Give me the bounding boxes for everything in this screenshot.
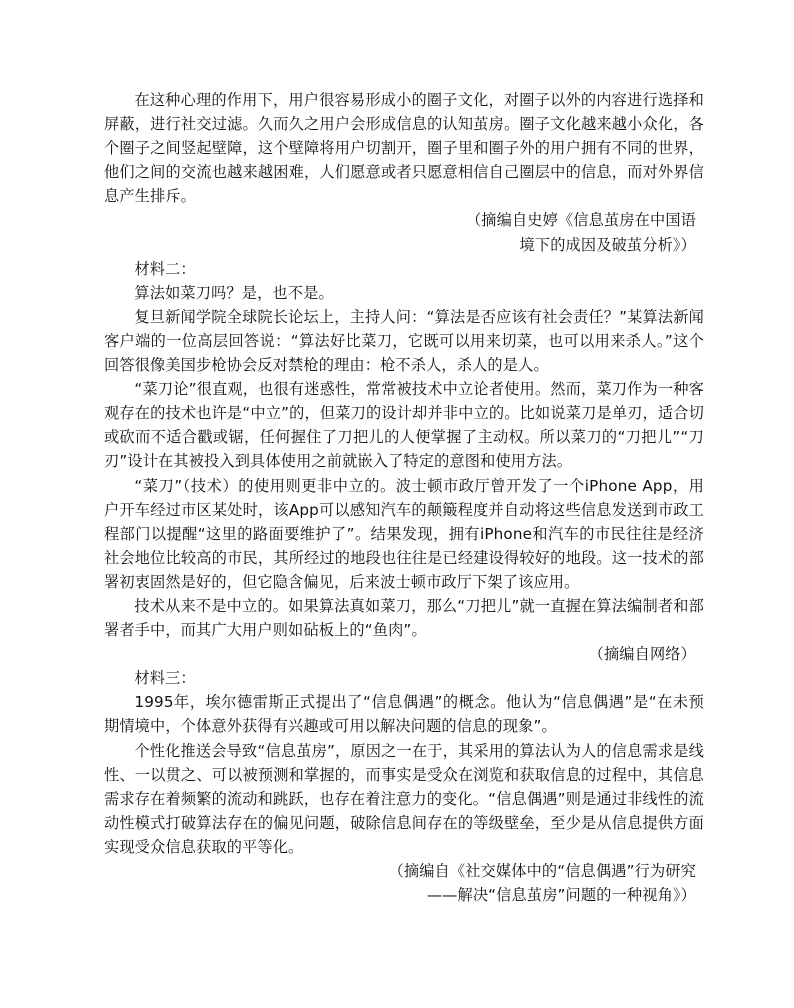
document-page (104, 88, 704, 907)
section-heading-material-2: 材料二： (134, 259, 196, 278)
paragraph-3: 复旦新闻学院全球院长论坛上，主持人问：“算法是否应该有社会责任？”某算法新闻客户端的一位高层回答说：“算法好比菜刀，它既可以用来切菜，也可以用来杀人。”这个回答很像美国步枪协会反对禁枪的理由：枪不杀人，杀人的是人。 (104, 307, 704, 375)
paragraph-4: “菜刀论”很直观，也很有迷惑性，常常被技术中立论者使用。然而，菜刀作为一种客观存在的技术也许是“中立”的，但菜刀的设计却并非中立的。比如说菜刀是单刃，适合切或砍而不适合戳或锯，任何握住了刀把儿的人便掌握了主动权。所以菜刀的“刀把儿”“刀刃”设计在其被投入到具体使用之前就嵌入了特定的意图和使用方法。 (104, 380, 704, 471)
section-heading-material-3: 材料三： (134, 669, 196, 688)
paragraph-5: “菜刀”（技术）的使用则更非中立的。波士顿市政厅曾开发了一个iPhone App，用户开车经过市区某处时，该App可以感知汽车的颠簸程度并自动将这些信息发送到市政工程部门以提醒“这里的路面要维护了”。结果发现，拥有iPhone和汽车的市民往往是经济社会地位比较高的市民，其所经过的地段也往往是已经建设得较好的地段。这一技术的部署初衷固然是好的，但它隐含偏见，后来波士顿市政厅下架了该应用。 (104, 476, 704, 591)
paragraph-7: 1995年，埃尔德雷斯正式提出了“信息偶遇”的概念。他认为“信息偶遇”是“在未预期情境中，个体意外获得有兴趣或可用以解决问题的信息的现象”。 (104, 693, 704, 736)
source-citation-1-line-1: （摘编自史婷《信息茧房在中国语 (465, 211, 696, 230)
paragraph-8: 个性化推送会导致“信息茧房”，原因之一在于，其采用的算法认为人的信息需求是线性、一以贯之、可以被预测和掌握的，而事实是受众在浏览和获取信息的过程中，其信息需求存在着频繁的流动和跳跃，也存在着注意力的变化。“信息偶遇”则是通过非线性的流动性模式打破算法存在的偏见问题，破除信息间存在的等级壁垒，至少是从信息提供方面实现受众信息获取的平等化。 (104, 741, 704, 856)
paragraph-1: 在这种心理的作用下，用户很容易形成小的圈子文化，对圈子以外的内容进行选择和屏蔽，进行社交过滤。久而久之用户会形成信息的认知茧房。圈子文化越来越小众化，各个圈子之间竖起壁障，这个壁障将用户切割开，圈子里和圈子外的用户拥有不同的世界，他们之间的交流也越来越困难，人们愿意或者只愿意相信自己圈层中的信息，而对外界信息产生排斥。 (104, 91, 704, 206)
source-citation-1-line-2: 境下的成因及破茧分析》） (519, 235, 696, 254)
source-citation-3-line-2: ——解决“信息茧房”问题的一种视角》） (426, 886, 696, 905)
source-citation-3-line-1: （摘编自《社交媒体中的“信息偶遇”行为研究 (388, 862, 696, 880)
paragraph-2: 算法如菜刀吗？是，也不是。 (134, 283, 334, 302)
paragraph-6: 技术从来不是中立的。如果算法真如菜刀，那么“刀把儿”就一直握在算法编制者和部署者手中，而其广大用户则如砧板上的“鱼肉”。 (104, 596, 704, 640)
source-citation-2: （摘编自网络） (588, 645, 696, 664)
